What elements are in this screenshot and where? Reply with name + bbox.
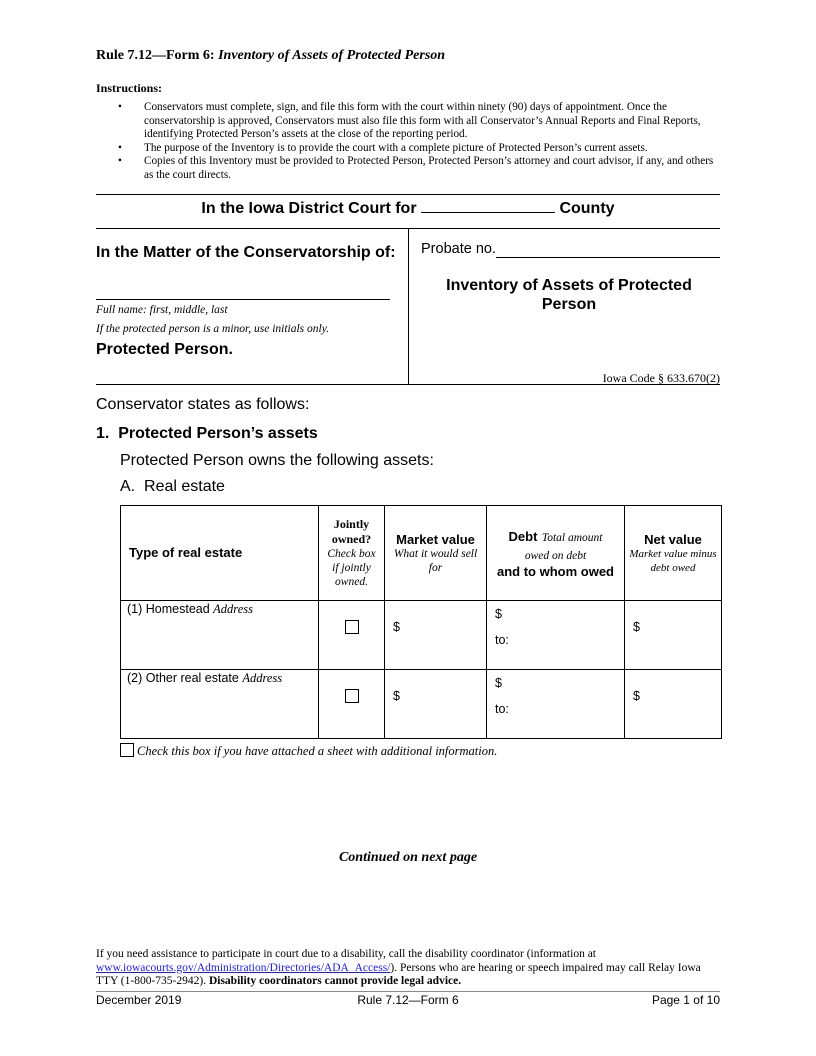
header-net-value: Net value Market value minus debt owed bbox=[625, 506, 722, 601]
instruction-item: • Conservators must complete, sign, and file this form with the court within ninety (90) days of appointment. Once the conservatorship is approved, Conservators must also file this form with all Conservator’s Annual Reports and Final Reports, identifying Protected Person’s assets at the close of the reporting period. bbox=[96, 101, 720, 142]
footer-page: Page 1 of 10 bbox=[651, 993, 720, 1007]
matter-title: In the Matter of the Conservatorship of: bbox=[96, 244, 396, 261]
county-field[interactable] bbox=[421, 212, 555, 213]
continued-note: Continued on next page bbox=[338, 850, 478, 865]
caption-divider bbox=[408, 228, 409, 384]
jointly-owned-cell bbox=[319, 670, 385, 739]
conservator-states: Conservator states as follows: bbox=[96, 396, 310, 413]
code-citation: Iowa Code § 633.670(2) bbox=[602, 371, 720, 385]
table-row bbox=[121, 601, 722, 670]
market-value-cell[interactable]: $ bbox=[385, 670, 487, 739]
form-title: Rule 7.12—Form 6: Inventory of Assets of Protected Person bbox=[96, 48, 446, 63]
section-a-heading: A. Real estate bbox=[120, 478, 225, 495]
inventory-title: Inventory of Assets of Protected Person bbox=[446, 277, 692, 313]
attach-sheet-checkbox[interactable] bbox=[120, 743, 134, 757]
instruction-item: • Copies of this Inventory must be provided to Protected Person, Protected Person’s attorney and court advisor, if any, and others as the court directs. bbox=[96, 155, 720, 182]
probate-label: Probate no. bbox=[421, 241, 496, 257]
header-type: Type of real estate bbox=[121, 506, 319, 601]
footer-divider bbox=[96, 991, 720, 992]
type-cell[interactable]: (1) Homestead Address bbox=[121, 601, 319, 670]
debt-cell[interactable]: $ to: bbox=[487, 670, 625, 739]
market-value-cell[interactable]: $ bbox=[385, 601, 487, 670]
debt-cell[interactable]: $ to: bbox=[487, 601, 625, 670]
table-row bbox=[121, 670, 722, 739]
net-value-cell[interactable]: $ bbox=[625, 601, 722, 670]
jointly-owned-cell bbox=[319, 601, 385, 670]
jointly-owned-checkbox[interactable] bbox=[345, 620, 359, 634]
type-cell[interactable]: (2) Other real estate Address bbox=[121, 670, 319, 739]
section-1-heading: 1. Protected Person’s assets bbox=[96, 425, 318, 442]
header-debt: Debt Total amount owed on debt and to whom owed bbox=[487, 506, 625, 601]
attach-note: Check this box if you have attached a sheet with additional information. bbox=[120, 743, 497, 759]
protected-person-label: Protected Person. bbox=[96, 341, 233, 358]
disability-notice: If you need assistance to participate in court due to a disability, call the disability coordinator (information at www.iowacourts.gov/Administration/Directories/ADA_Access/). Persons who are hearing or speech impaired may call Relay Iowa TTY (1-800-735-2942). Disability coordinators cannot provide legal advice. bbox=[96, 948, 701, 988]
divider bbox=[96, 384, 720, 385]
minor-caption: If the protected person is a minor, use initials only. bbox=[96, 323, 330, 335]
full-name-field[interactable] bbox=[96, 299, 390, 300]
court-line: In the Iowa District Court for County bbox=[201, 200, 615, 217]
jointly-owned-checkbox[interactable] bbox=[345, 689, 359, 703]
instructions-list bbox=[96, 101, 720, 182]
instruction-item: • The purpose of the Inventory is to provide the court with a complete picture of Protected Person’s current assets. bbox=[96, 142, 720, 156]
section-1-intro: Protected Person owns the following assets: bbox=[120, 452, 434, 469]
real-estate-table bbox=[120, 505, 722, 739]
probate-number-field[interactable] bbox=[496, 257, 720, 258]
instructions-heading: Instructions: bbox=[96, 81, 163, 95]
fullname-caption: Full name: first, middle, last bbox=[96, 304, 228, 316]
net-value-cell[interactable]: $ bbox=[625, 670, 722, 739]
ada-link[interactable]: www.iowacourts.gov/Administration/Directories/ADA_Access/ bbox=[96, 961, 391, 974]
footer-rule: Rule 7.12—Form 6 bbox=[357, 993, 459, 1007]
divider bbox=[96, 194, 720, 195]
footer-date: December 2019 bbox=[96, 993, 182, 1007]
header-market-value: Market value What it would sell for bbox=[385, 506, 487, 601]
header-jointly-owned: Jointly owned? Check box if jointly owned. bbox=[319, 506, 385, 601]
